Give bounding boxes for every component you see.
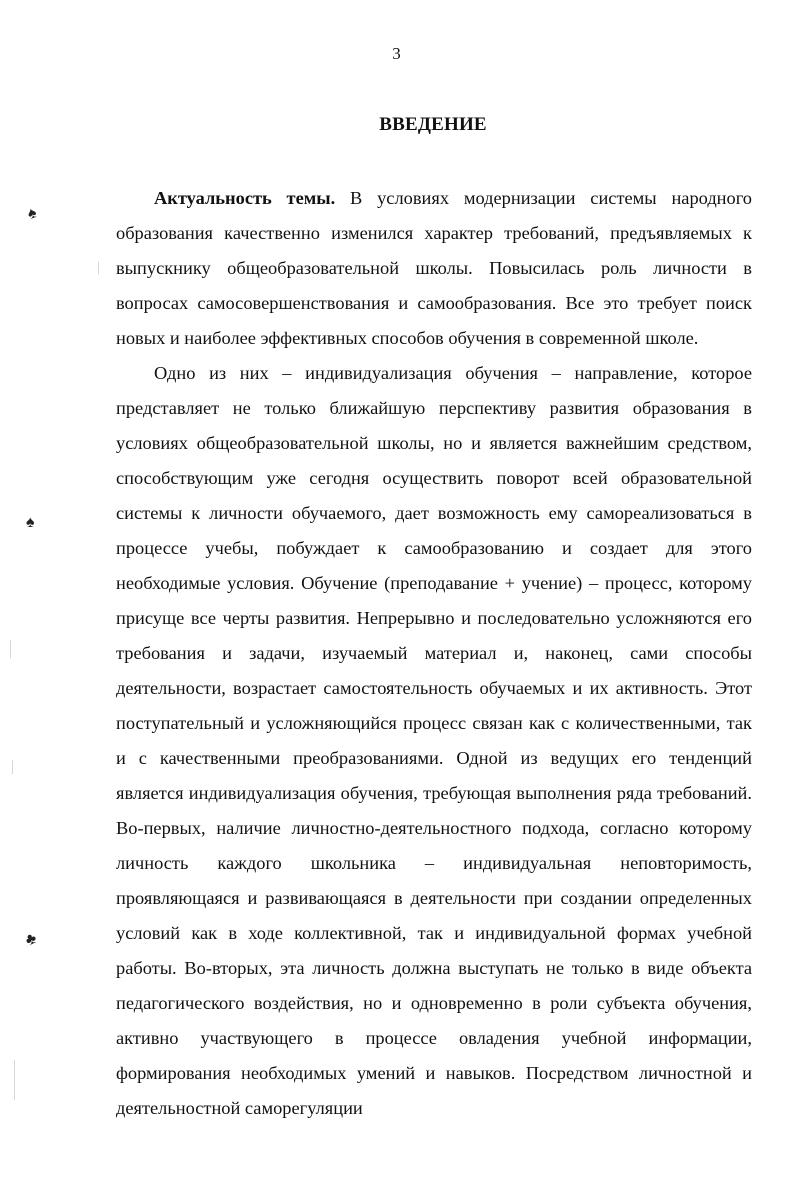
- scan-speck: [98, 262, 99, 274]
- margin-mark-bottom: ♣: [22, 929, 40, 950]
- scan-speck: [14, 1060, 15, 1100]
- page-number: 3: [392, 44, 401, 63]
- paragraph-2: Одно из них – индивидуализация обучения – направление, которое представляет не только ближайшую перспективу развития образования в условиях общеобразовательной школы, но и является важнейшим средством, способствующим уже сегодня осуществить поворот всей образовательной системы к личности обучаемого, дает возможность ему самореализоваться в процессе учебы, побуждает к самообразованию и создает для этого необходимые условия. Обучение (преподавание + учение) – процесс, которому присуще все черты развития. Непрерывно и последовательно усложняются его требования и задачи, изучаемый материал и, наконец, сами способы деятельности, возрастает самостоятельность обучаемых и их активность. Этот поступательный и усложняющийся процесс связан как с количественными, так и с качественными преобразованиями. Одной из ведущих его тенденций является индивидуализация обучения, требующая выполнения ряда требований. Во-первых, наличие личностно-деятельностного подхода, согласно которому личность каждого школьника – индивидуальная неповторимость, проявляющаяся и развивающаяся в деятельности при создании определенных условий как в ходе коллективной, так и индивидуальной формах учебной работы. Во-вторых, эта личность должна выступать не только в виде объекта педагогического воздействия, но и одновременно в роли субъекта обучения, активно участвующего в процессе овладения учебной информации, формирования необходимых умений и навыков. Посредством личностной и деятельностной саморегуляции: [116, 363, 752, 1118]
- paragraph-1-text: В условиях модернизации системы народного образования качественно изменился характер требований, предъявляемых к выпускнику общеобразовательной школы. Повысилась роль личности в вопросах самосовершенствования и самообразования. Все это требует поиск новых и наиболее эффективных способов обучения в современной школе.: [116, 188, 752, 348]
- scan-speck: [10, 640, 11, 658]
- body-text: [116, 181, 752, 1126]
- margin-mark-middle: ♠: [26, 514, 35, 531]
- margin-mark-top: ♠: [25, 204, 39, 223]
- section-heading: ВВЕДЕНИЕ: [379, 114, 487, 135]
- paragraph-lead: Актуальность темы.: [154, 188, 336, 208]
- scan-speck: [12, 760, 13, 774]
- paragraph-1: [116, 181, 752, 356]
